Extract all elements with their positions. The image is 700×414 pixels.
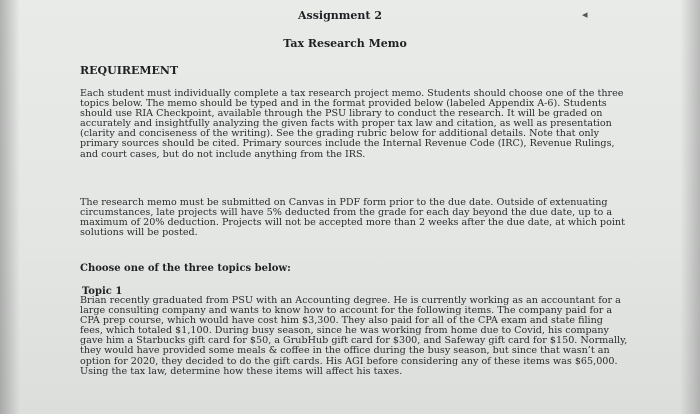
topic1_text-line: gave him a Starbucks gift card for $50, a GrubHub gift card for $300, and Safeway gift card for $150. Normally,: [80, 335, 628, 347]
topic1_text-line: option for 2020, they decided to do the gift cards. His AGI before considering any of these items was $65,000.: [80, 355, 618, 367]
paragraph1-line: Each student must individually complete a tax research project memo. Students should choose one of the three: [80, 88, 624, 99]
document-subtitle: Tax Research Memo: [283, 37, 407, 50]
paragraph2-line: solutions will be posted.: [80, 227, 198, 239]
topic1_text-line: CPA prep course, which would have cost him $3,300. They also paid for all of the CPA exam and state filing: [80, 315, 603, 327]
paragraph1-line: topics below. The memo should be typed and in the format provided below (labeled Appendix A-6). Students: [80, 98, 607, 110]
submission-paragraph: [80, 197, 625, 239]
topic1_text-line: Using the tax law, determine how these items will affect his taxes.: [80, 365, 403, 377]
paragraph1-line: and court cases, but do not include anything from the IRS.: [80, 148, 366, 160]
document-title: Assignment 2: [298, 9, 382, 22]
topic-1-text: [80, 295, 628, 377]
topic1_text-line: large consulting company and wants to know how to account for the following items. The company paid for a: [80, 305, 613, 317]
paragraph1-line: should use RIA Checkpoint, available through the PSU library to conduct the research. It will be graded on: [80, 108, 603, 120]
paragraph1-line: accurately and insightfully analyzing the given facts with proper tax law and citation, as well as presentation: [80, 118, 612, 130]
topic1_text-line: they would have provided some meals & coffee in the office during the busy season, but since that wasn’t an: [80, 345, 610, 357]
paragraph2-line: maximum of 20% deduction. Projects will not be accepted more than 2 weeks after the due date, at which point: [80, 217, 625, 229]
topic-1-label: Topic 1: [82, 286, 123, 297]
decorative-mark-icon: ◂: [582, 8, 588, 21]
topic1_text-line: Brian recently graduated from PSU with an Accounting degree. He is currently working as an accountant for a: [80, 295, 621, 306]
paragraph1-line: primary sources should be cited. Primary sources include the Internal Revenue Code (IRC), Revenue Rulings,: [80, 138, 615, 150]
choose-topic-heading: Choose one of the three topics below:: [80, 263, 291, 274]
paragraph2-line: circumstances, late projects will have 5% deducted from the grade for each day beyond the due date, up to a: [80, 207, 613, 219]
requirement-paragraph: [80, 88, 624, 160]
paragraph1-line: (clarity and conciseness of the writing). See the grading rubric below for additional details. Note that only: [80, 128, 600, 140]
topic1_text-line: fees, which totaled $1,100. During busy season, since he was working from home due to Covid, his company: [80, 325, 609, 337]
paragraph2-line: The research memo must be submitted on Canvas in PDF form prior to the due date. Outside of extenuating: [80, 197, 608, 208]
requirement-heading: REQUIREMENT: [80, 64, 179, 77]
